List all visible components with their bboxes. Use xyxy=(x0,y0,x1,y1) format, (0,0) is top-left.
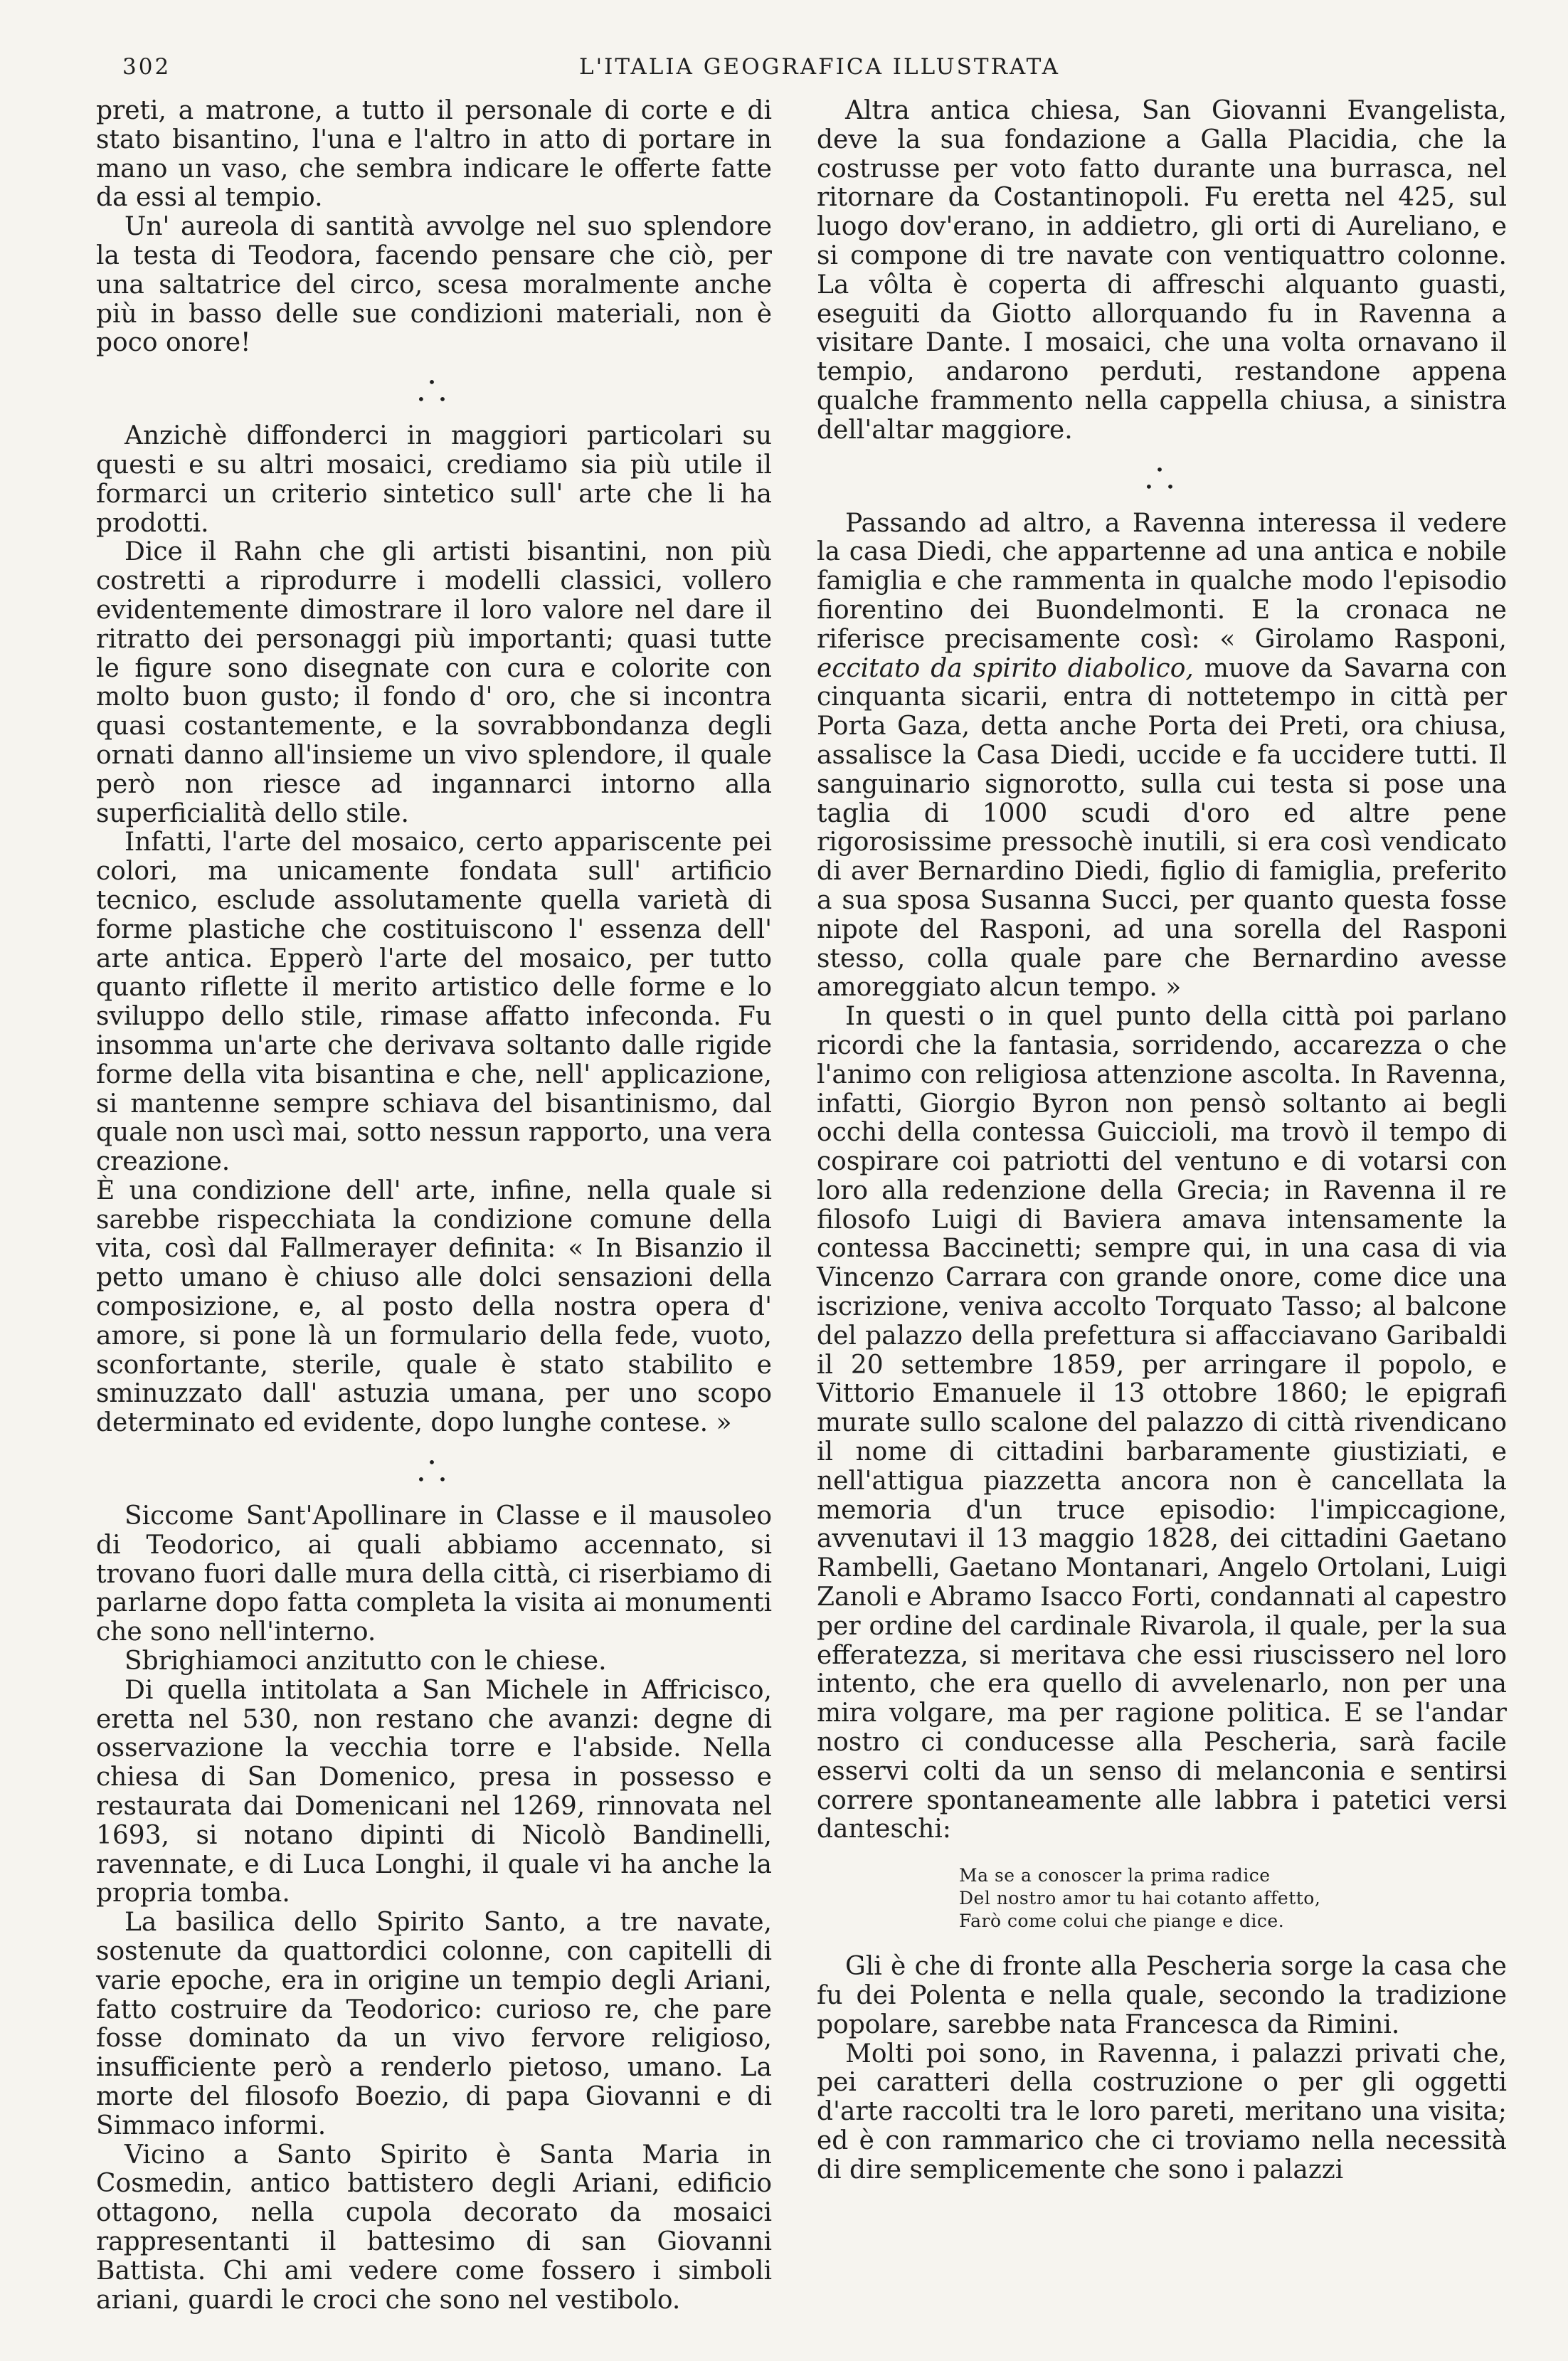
section-separator xyxy=(96,358,772,422)
paragraph: Gli è che di fronte alla Pescheria sorge la casa che fu dei Polenta e nella quale, secondo la tradizione popolare, sarebbe nata Francesca da Rimini. xyxy=(817,1952,1507,2039)
section-separator xyxy=(96,1438,772,1502)
paragraph: Vicino a Santo Spirito è Santa Maria in Cosmedin, antico battistero degli Ariani, edificio ottagono, nella cupola decorato da mosaici rappresentanti il battesimo di san Giovanni Battista. Chi ami vedere come fossero i simboli ariani, guardi le croci che sono nel vestibolo. xyxy=(96,2140,772,2315)
paragraph: Di quella intitolata a San Michele in Affricisco, eretta nel 530, non restano che avanzi: degne di osservazione la vecchia torre e l'abside. Nella chiesa di San Domenico, presa in possesso e restaurata dai Domenicani nel 1269, rinnovata nel 1693, si notano dipinti di Nicolò Bandinelli, ravennate, e di Luca Longhi, il quale vi ha anche la propria tomba. xyxy=(96,1675,772,1908)
separator-mark: • xyxy=(1155,460,1168,478)
separator-mark: • • xyxy=(417,1471,451,1489)
paragraph-text: Passando ad altro, a Ravenna interessa il vedere la casa Diedi, che appartenne ad una antica e nobile famiglia e che rammenta in qualche modo l'episodio fiorentino dei Buondelmonti. E la cronaca ne riferisce precisamente così: « Girolamo Rasponi, xyxy=(817,508,1507,654)
separator-mark: • • xyxy=(417,391,451,408)
right-column xyxy=(817,97,1507,2185)
paragraph: La basilica dello Spirito Santo, a tre navate, sostenute da quattordici colonne, con capitelli di varie epoche, era in origine un tempio degli Ariani, fatto costruire da Teodorico: curioso re, che pare fosse dominato da un vivo fervore religioso, insufficiente però a renderlo pietoso, umano. La morte del filosofo Boezio, di papa Giovanni e di Simmaco informi. xyxy=(96,1908,772,2140)
page-header xyxy=(122,54,1517,97)
paragraph: Infatti, l'arte del mosaico, certo appariscente pei colori, ma unicamente fondata sull' artificio tecnico, esclude assolutamente quella varietà di forme plastiche che costituiscono l' essenza dell' arte antica. Epperò l'arte del mosaico, per tutto quanto riflette il merito artistico delle forme e lo sviluppo dello stile, rimase affatto infeconda. Fu insomma un'arte che derivava soltanto dalle rigide forme della vita bisantina e che, nell' applicazione, si mantenne sempre schiava del bisantinismo, dal quale non uscì mai, sotto nessun rapporto, una vera creazione. xyxy=(96,828,772,1177)
paragraph-text: muove da Savarna con cinquanta sicarii, entra di nottetempo in città per Porta Gaza, detta anche Porta dei Preti, ora chiusa, assalisce la Casa Diedi, uccide e fa uccidere tutti. Il sanguinario signorotto, sulla cui testa si pose una taglia di 1000 scudi d'oro ed altre pene rigorosissime pressochè inutili, si era così vendicato di aver Bernardino Diedi, figlio di famiglia, preferito a sua sposa Susanna Succi, per quanto questa fosse nipote del Rasponi, ad una sorella del Rasponi stesso, colla quale pare che Bernardino avesse amoreggiato alcun tempo. » xyxy=(817,653,1507,1003)
verse-line: Farò come colui che piange e dice. xyxy=(959,1911,1285,1932)
italic-quote: eccitato da spirito diabolico, xyxy=(817,653,1194,683)
paragraph: Sbrighiamoci anzitutto con le chiese. xyxy=(125,1647,607,1676)
verse-line: Ma se a conoscer la prima radice xyxy=(959,1865,1271,1886)
verse-line: Del nostro amor tu hai cotanto affetto, xyxy=(959,1888,1321,1909)
paragraph: Un' aureola di santità avvolge nel suo splendore la testa di Teodora, facendo pensare che ciò, per una saltatrice del circo, scesa moralmente anche più in basso delle sue condizioni materiali, non è poco onore! xyxy=(96,212,772,358)
dante-verses xyxy=(959,1864,1507,1933)
paragraph: Altra antica chiesa, San Giovanni Evangelista, deve la sua fondazione a Galla Placidia, che la costrusse per voto fatto durante una burrasca, nel ritornare da Costantinopoli. Fu eretta nel 425, sul luogo dov'erano, in addietro, gli orti di Aureliano, e si compone di tre navate con ventiquattro colonne. La vôlta è coperta di affreschi alquanto guasti, eseguiti da Giotto allorquando fu in Ravenna a visitare Dante. I mosaici, che una volta ornavano il tempio, andarono perduti, restandone appena qualche frammento nella cappella chiusa, a sinistra dell'altar maggiore. xyxy=(817,96,1507,445)
paragraph: Anzichè diffonderci in maggiori particolari su questi e su altri mosaici, crediamo sia più utile il formarci un criterio sintetico sull' arte che li ha prodotti. xyxy=(96,421,772,538)
paragraph: preti, a matrone, a tutto il personale di corte e di stato bisantino, l'una e l'altro in atto di portare in mano un vaso, che sembra indicare le offerte fatte da essi al tempio. xyxy=(96,96,772,213)
paragraph: Siccome Sant'Apollinare in Classe e il mausoleo di Teodorico, ai quali abbiamo accennato, si trovano fuori dalle mura della città, ci riserbiamo di parlarne dopo fatta completa la visita ai monumenti che sono nell'interno. xyxy=(96,1501,772,1647)
paragraph: Molti poi sono, in Ravenna, i palazzi privati che, pei caratteri della costruzione o per gli oggetti d'arte raccolti tra le loro pareti, meritano una visita; ed è con rammarico che ci troviamo nella necessità di dire semplicemente che sono i palazzi xyxy=(817,2039,1507,2185)
page-number: 302 xyxy=(122,54,171,80)
paragraph: Dice il Rahn che gli artisti bisantini, non più costretti a riprodurre i modelli classici, vollero evidentemente dimostrare il loro valore nel dare il ritratto dei personaggi più importanti; quasi tutte le figure sono disegnate con cura e colorite con molto buon gusto; il fondo d' oro, che si incontra quasi costantemente, e la sovrabbondanza degli ornati danno all'insieme un vivo splendore, il quale però non riesce ad ingannarci intorno alla superficialità dello stile. xyxy=(96,537,772,828)
separator-mark: • xyxy=(428,374,440,391)
left-column xyxy=(96,97,772,2315)
section-separator xyxy=(817,445,1507,509)
separator-mark: • xyxy=(428,1454,440,1472)
separator-mark: • • xyxy=(1145,477,1179,495)
running-title: L'ITALIA GEOGRAFICA ILLUSTRATA xyxy=(579,54,1060,80)
paragraph xyxy=(817,509,1507,1003)
paragraph: È una condizione dell' arte, infine, nella quale si sarebbe rispecchiata la condizione comune della vita, così dal Fallmerayer definita: « In Bisanzio il petto umano è chiuso alle dolci sensazioni della composizione, e, al posto della nostra opera d' amore, si pone là un formulario della fede, vuoto, sconfortante, sterile, quale è stato stabilito e sminuzzato dall' astuzia umana, per uno scopo determinato ed evidente, dopo lunghe contese. » xyxy=(96,1176,772,1438)
paragraph: In questi o in quel punto della città poi parlano ricordi che la fantasia, sorridendo, accarezza o che l'animo con religiosa attenzione ascolta. In Ravenna, infatti, Giorgio Byron non pensò soltanto ai begli occhi della contessa Guiccioli, ma trovò il tempo di cospirare coi patriotti del ventuno e di votarsi con loro alla redenzione della Grecia; in Ravenna il re filosofo Luigi di Baviera amava intensamente la contessa Baccinetti; sempre qui, in una casa di via Vincenzo Carrara con grande onore, come dice una iscrizione, veniva accolto Torquato Tasso; al balcone del palazzo della prefettura si affacciavano Garibaldi il 20 settembre 1859, per arringare il popolo, e Vittorio Emanuele il 13 ottobre 1860; le epigrafi murate sullo scalone del palazzo di città rivendicano il nome di cittadini barbaramente giustiziati, e nell'attigua piazzetta ancora non è cancellata la memoria d'un truce episodio: l'impiccagione, avvenutavi il 13 maggio 1828, dei cittadini Gaetano Rambelli, Gaetano Montanari, Angelo Ortolani, Luigi Zanoli e Abramo Isacco Forti, condannati al capestro per ordine del cardinale Rivarola, il quale, per la sua efferatezza, si meritava che essi riuscissero nel loro intento, che era quello di avvelenarlo, non per una mira volgare, ma per ragione politica. E se l'andar nostro ci conducesse alla Pescheria, sarà facile esservi colti da un senso di melanconia e sentirsi correre spontaneamente alle labbra i patetici versi danteschi: xyxy=(817,1002,1507,1844)
